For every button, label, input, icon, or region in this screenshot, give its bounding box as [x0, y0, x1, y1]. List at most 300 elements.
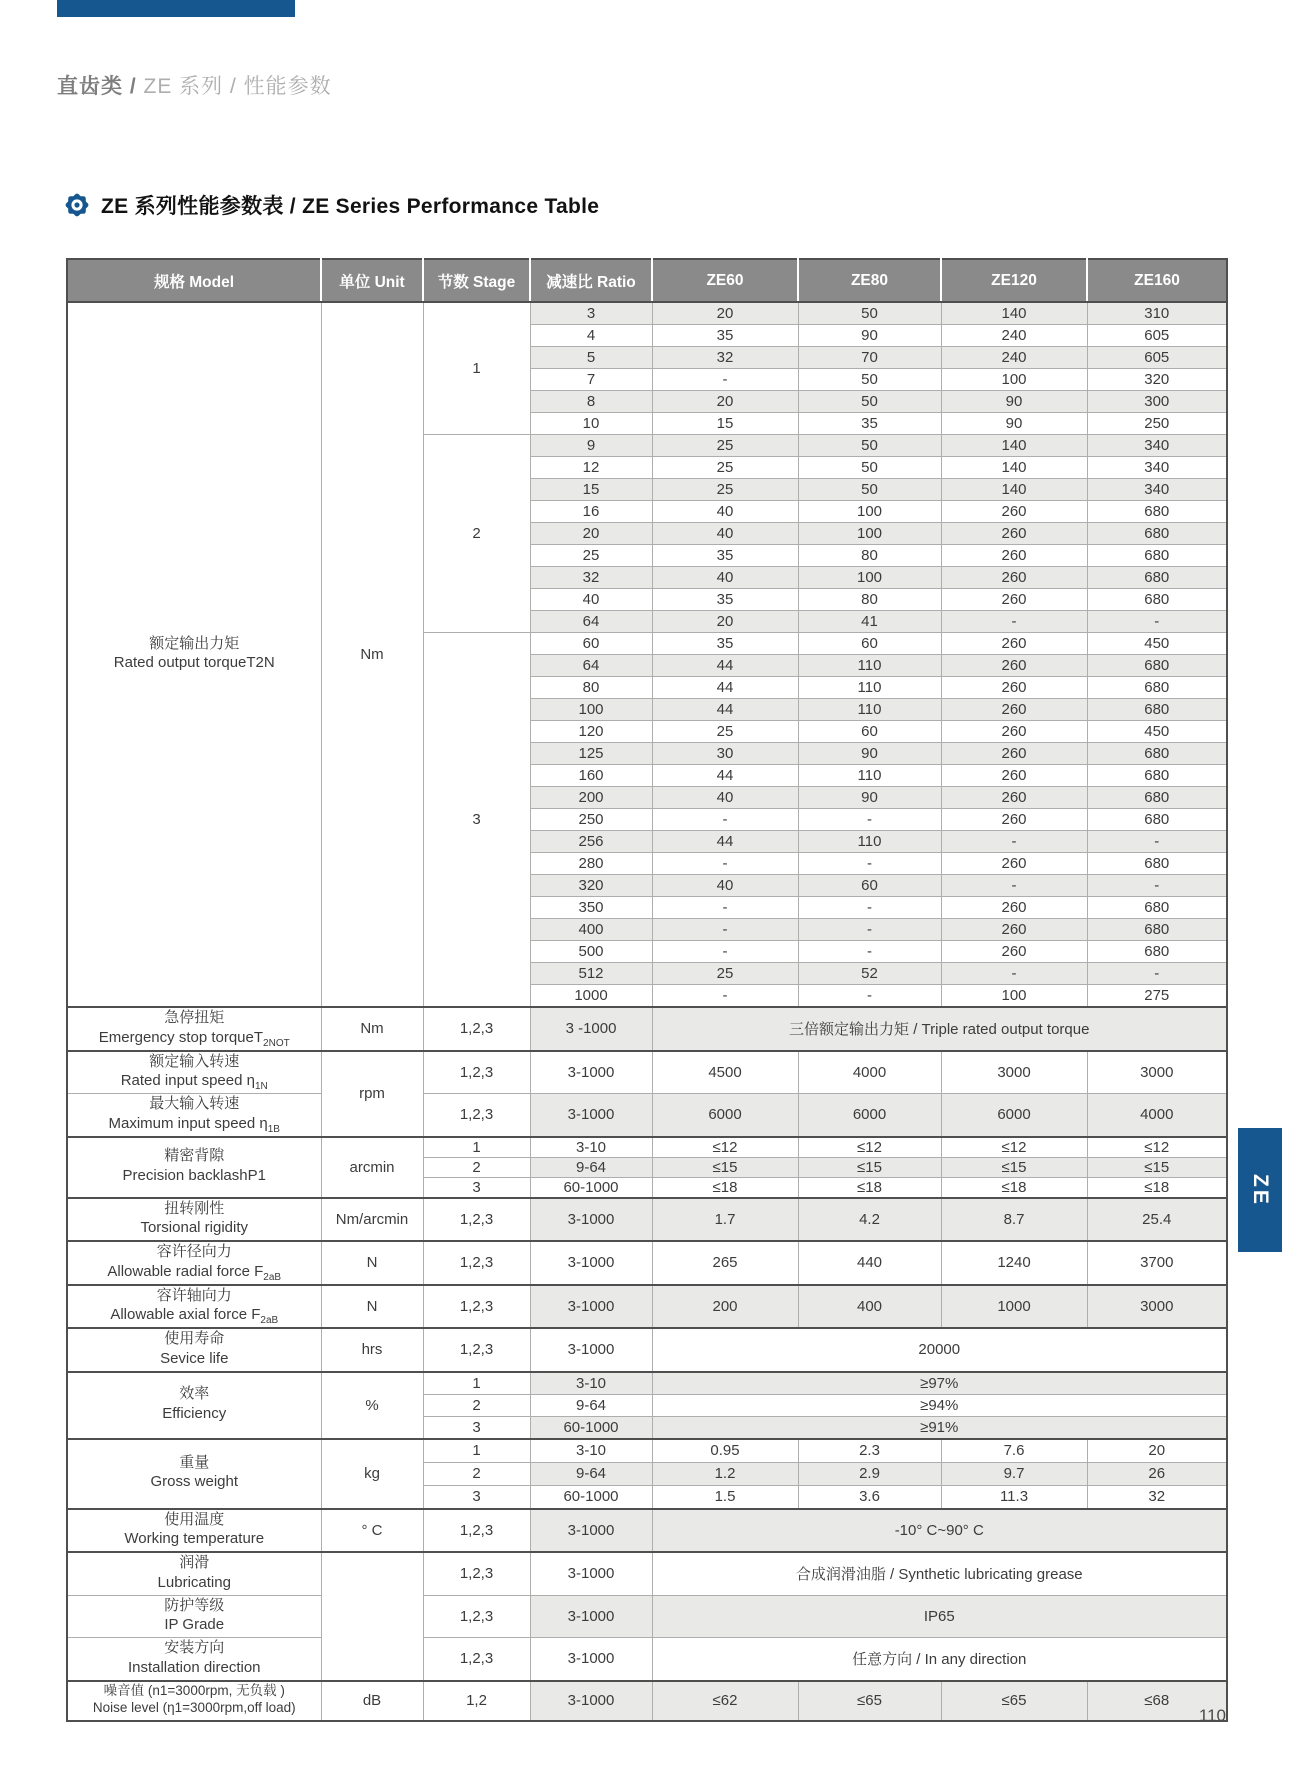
value-cell: 80: [798, 545, 941, 567]
table-row: [67, 1051, 1227, 1094]
table-row: [67, 1372, 1227, 1395]
ratio-cell: 60: [530, 633, 652, 655]
value-cell: 35: [798, 413, 941, 435]
model-label-subscript: 1N: [254, 1081, 268, 1092]
value-cell: 44: [652, 677, 798, 699]
value-cell: 680: [1087, 589, 1227, 611]
ratio-cell: 100: [530, 699, 652, 721]
stage-cell: 3: [423, 1485, 530, 1509]
unit-cell: Nm: [321, 302, 423, 1007]
stage-cell: 1,2,3: [423, 1509, 530, 1553]
value-cell: 680: [1087, 699, 1227, 721]
model-label-en: [68, 653, 321, 675]
value-cell: 3.6: [798, 1485, 941, 1509]
ratio-cell: 8: [530, 391, 652, 413]
value-cell: 44: [652, 699, 798, 721]
value-cell: 260: [941, 545, 1087, 567]
table-row: [67, 1439, 1227, 1463]
value-cell: 100: [798, 501, 941, 523]
stage-cell: 1,2,3: [423, 1007, 530, 1051]
value-cell: 680: [1087, 941, 1227, 963]
ratio-cell: 160: [530, 765, 652, 787]
value-cell: 100: [798, 523, 941, 545]
value-cell: 340: [1087, 457, 1227, 479]
value-cell: 6000: [652, 1094, 798, 1137]
stage-cell: 1,2,3: [423, 1198, 530, 1242]
value-cell: ≤12: [941, 1137, 1087, 1158]
value-cell: 44: [652, 655, 798, 677]
value-cell: 50: [798, 457, 941, 479]
value-cell: 260: [941, 897, 1087, 919]
value-cell: 50: [798, 391, 941, 413]
ratio-cell: 32: [530, 567, 652, 589]
stage-cell: 1: [423, 1137, 530, 1158]
value-cell: -: [652, 369, 798, 391]
ratio-cell: 40: [530, 589, 652, 611]
value-cell: 140: [941, 479, 1087, 501]
value-cell: -: [798, 985, 941, 1008]
column-header: ZE120: [941, 259, 1087, 302]
span-value-cell: IP65: [652, 1595, 1227, 1638]
value-cell: 2.9: [798, 1462, 941, 1485]
ratio-cell: 125: [530, 743, 652, 765]
value-cell: 680: [1087, 677, 1227, 699]
value-cell: 15: [652, 413, 798, 435]
value-cell: 680: [1087, 853, 1227, 875]
value-cell: 250: [1087, 413, 1227, 435]
stage-cell: 2: [423, 1157, 530, 1177]
value-cell: 260: [941, 523, 1087, 545]
value-cell: -: [652, 985, 798, 1008]
ratio-cell: 64: [530, 611, 652, 633]
model-label-cn: 精密背隙: [164, 1147, 225, 1165]
model-label-cell: [67, 1552, 321, 1595]
value-cell: 25: [652, 479, 798, 501]
stage-cell: 2: [423, 1394, 530, 1416]
ratio-cell: 3-1000: [530, 1094, 652, 1137]
value-cell: 41: [798, 611, 941, 633]
model-label-cn: 噪音值 (n1=3000rpm, 无负载 ): [103, 1682, 285, 1698]
ratio-cell: 350: [530, 897, 652, 919]
value-cell: 60: [798, 875, 941, 897]
value-cell: 260: [941, 677, 1087, 699]
model-label-en: [68, 1573, 321, 1595]
value-cell: 100: [798, 567, 941, 589]
model-label-cn: 容许轴向力: [156, 1286, 232, 1304]
value-cell: ≤62: [652, 1681, 798, 1721]
ratio-cell: 400: [530, 919, 652, 941]
ratio-cell: 3-1000: [530, 1638, 652, 1681]
model-label-en: [68, 1404, 321, 1426]
stage-cell: 1: [423, 302, 530, 435]
value-cell: 260: [941, 765, 1087, 787]
value-cell: 44: [652, 831, 798, 853]
model-label-en: [68, 1472, 321, 1494]
model-label-cell: [67, 302, 321, 1007]
value-cell: 260: [941, 655, 1087, 677]
ratio-cell: 500: [530, 941, 652, 963]
ratio-cell: 60-1000: [530, 1416, 652, 1439]
ratio-cell: 250: [530, 809, 652, 831]
value-cell: 680: [1087, 787, 1227, 809]
unit-cell: %: [321, 1372, 423, 1439]
model-label-cn: 安装方向: [164, 1639, 225, 1656]
value-cell: 140: [941, 457, 1087, 479]
ratio-cell: 3: [530, 302, 652, 325]
model-label-en: [68, 1615, 321, 1637]
column-header: ZE160: [1087, 259, 1227, 302]
stage-cell: 1,2,3: [423, 1552, 530, 1595]
model-label-en: [68, 1071, 321, 1093]
section-title-row: [64, 190, 599, 220]
value-cell: 140: [941, 302, 1087, 325]
value-cell: 240: [941, 325, 1087, 347]
model-label-en: [68, 1166, 321, 1188]
ratio-cell: 120: [530, 721, 652, 743]
model-label-en-text: Efficiency: [162, 1404, 227, 1422]
model-label-cn: 容许径向力: [156, 1243, 232, 1260]
unit-cell: kg: [321, 1439, 423, 1509]
ratio-cell: 16: [530, 501, 652, 523]
value-cell: 680: [1087, 743, 1227, 765]
value-cell: -: [941, 611, 1087, 633]
span-value-cell: ≥91%: [652, 1416, 1227, 1439]
ratio-cell: 9: [530, 435, 652, 457]
model-label-cell: [67, 1051, 321, 1094]
model-label-cell: [67, 1198, 321, 1242]
value-cell: 1.5: [652, 1485, 798, 1509]
value-cell: 25: [652, 457, 798, 479]
value-cell: ≤15: [941, 1157, 1087, 1177]
value-cell: 44: [652, 765, 798, 787]
model-label-en: [68, 1658, 321, 1680]
model-label-cn: 最大输入转速: [149, 1095, 240, 1112]
ratio-cell: 5: [530, 347, 652, 369]
ratio-cell: 3-1000: [530, 1681, 652, 1721]
span-value-cell: ≥97%: [652, 1372, 1227, 1395]
value-cell: 50: [798, 435, 941, 457]
stage-cell: 1,2,3: [423, 1638, 530, 1681]
value-cell: ≤15: [1087, 1157, 1227, 1177]
table-row: [67, 302, 1227, 325]
value-cell: 310: [1087, 302, 1227, 325]
ratio-cell: 200: [530, 787, 652, 809]
value-cell: ≤65: [941, 1681, 1087, 1721]
value-cell: ≤18: [652, 1177, 798, 1198]
model-label-en-text: Torsional rigidity: [140, 1219, 249, 1236]
unit-cell: ° C: [321, 1509, 423, 1553]
model-label-cn: 重量: [179, 1453, 210, 1471]
model-label-en-text: Allowable axial force F: [110, 1306, 261, 1323]
ratio-cell: 64: [530, 655, 652, 677]
page-number: 110: [1198, 1706, 1226, 1725]
ratio-cell: 20: [530, 523, 652, 545]
value-cell: 200: [652, 1285, 798, 1329]
unit-cell: hrs: [321, 1328, 423, 1372]
ratio-cell: 3-1000: [530, 1552, 652, 1595]
value-cell: -: [941, 831, 1087, 853]
model-label-cn: 润滑: [179, 1554, 210, 1571]
model-label-en-text: IP Grade: [164, 1616, 225, 1633]
value-cell: 440: [798, 1241, 941, 1285]
unit-cell: arcmin: [321, 1137, 423, 1198]
ratio-cell: 320: [530, 875, 652, 897]
stage-cell: 2: [423, 1462, 530, 1485]
value-cell: 260: [941, 809, 1087, 831]
table-row: [67, 1241, 1227, 1285]
column-header: 节数 Stage: [423, 259, 530, 302]
model-label-cn: 效率: [179, 1385, 210, 1403]
ratio-cell: 60-1000: [530, 1485, 652, 1509]
ratio-cell: 12: [530, 457, 652, 479]
unit-cell: N: [321, 1285, 423, 1329]
value-cell: 11.3: [941, 1485, 1087, 1509]
model-label-cell: [67, 1137, 321, 1198]
value-cell: 20: [652, 391, 798, 413]
value-cell: 110: [798, 831, 941, 853]
value-cell: 260: [941, 589, 1087, 611]
value-cell: ≤18: [1087, 1177, 1227, 1198]
value-cell: 20: [652, 611, 798, 633]
column-header: 减速比 Ratio: [530, 259, 652, 302]
value-cell: ≤68: [1087, 1681, 1227, 1721]
value-cell: 140: [941, 435, 1087, 457]
ze-side-tab: [1238, 1128, 1282, 1252]
model-label-subscript: 2NOT: [263, 1037, 290, 1049]
value-cell: 605: [1087, 325, 1227, 347]
model-label-en-text: Maximum input speed η: [108, 1114, 268, 1132]
value-cell: 40: [652, 875, 798, 897]
value-cell: -: [652, 897, 798, 919]
value-cell: 680: [1087, 545, 1227, 567]
value-cell: 60: [798, 721, 941, 743]
table-row: [67, 1595, 1227, 1638]
value-cell: 52: [798, 963, 941, 985]
value-cell: 320: [1087, 369, 1227, 391]
value-cell: ≤12: [798, 1137, 941, 1158]
span-value-cell: 20000: [652, 1328, 1227, 1372]
value-cell: 4000: [798, 1051, 941, 1094]
ratio-cell: 3-1000: [530, 1595, 652, 1638]
value-cell: ≤65: [798, 1681, 941, 1721]
value-cell: 70: [798, 347, 941, 369]
value-cell: 40: [652, 501, 798, 523]
model-label-cell: [67, 1285, 321, 1329]
value-cell: 3700: [1087, 1241, 1227, 1285]
model-label-en-text: Installation direction: [127, 1658, 261, 1676]
value-cell: -: [1087, 611, 1227, 633]
header-row: [67, 259, 1227, 302]
ratio-cell: 3-1000: [530, 1328, 652, 1372]
ratio-cell: 1000: [530, 985, 652, 1008]
model-label-cell: [67, 1509, 321, 1553]
model-label-cn: 扭转刚性: [164, 1199, 225, 1217]
value-cell: 100: [941, 369, 1087, 391]
value-cell: 260: [941, 721, 1087, 743]
model-label-en: [68, 1529, 321, 1551]
value-cell: 35: [652, 545, 798, 567]
value-cell: 1.7: [652, 1198, 798, 1242]
value-cell: 32: [1087, 1485, 1227, 1509]
ratio-cell: 3 -1000: [530, 1007, 652, 1051]
value-cell: 6000: [941, 1094, 1087, 1137]
value-cell: 260: [941, 941, 1087, 963]
ratio-cell: 3-1000: [530, 1051, 652, 1094]
value-cell: ≤12: [1087, 1137, 1227, 1158]
value-cell: 6000: [798, 1094, 941, 1137]
value-cell: 260: [941, 743, 1087, 765]
value-cell: 32: [652, 347, 798, 369]
stage-cell: 1,2,3: [423, 1241, 530, 1285]
value-cell: 110: [798, 677, 941, 699]
value-cell: 340: [1087, 479, 1227, 501]
model-label-en-text: Allowable radial force F: [107, 1262, 264, 1280]
model-label-en: [68, 1349, 321, 1371]
value-cell: -: [941, 875, 1087, 897]
value-cell: 35: [652, 633, 798, 655]
value-cell: 680: [1087, 897, 1227, 919]
value-cell: 450: [1087, 633, 1227, 655]
value-cell: 1.2: [652, 1462, 798, 1485]
page-title: ZE 系列性能参数表 / ZE Series Performance Table: [101, 195, 600, 218]
value-cell: 25.4: [1087, 1198, 1227, 1242]
stage-cell: 3: [423, 633, 530, 1008]
value-cell: 680: [1087, 567, 1227, 589]
column-header: ZE80: [798, 259, 941, 302]
model-label-cell: [67, 1638, 321, 1681]
model-label-cn: 额定输出力矩: [149, 634, 240, 652]
value-cell: 1240: [941, 1241, 1087, 1285]
value-cell: 680: [1087, 765, 1227, 787]
value-cell: 1000: [941, 1285, 1087, 1329]
ratio-cell: 256: [530, 831, 652, 853]
model-label-subscript: 2aB: [260, 1315, 279, 1326]
value-cell: 4.2: [798, 1198, 941, 1242]
ratio-cell: 4: [530, 325, 652, 347]
stage-cell: 3: [423, 1416, 530, 1439]
value-cell: -: [798, 809, 941, 831]
stage-cell: 1: [423, 1372, 530, 1395]
ratio-cell: 3-1000: [530, 1285, 652, 1329]
value-cell: 60: [798, 633, 941, 655]
model-label-en-text: Lubricating: [157, 1573, 231, 1591]
span-value-cell: ≥94%: [652, 1394, 1227, 1416]
column-header: 单位 Unit: [321, 259, 423, 302]
value-cell: 265: [652, 1241, 798, 1285]
value-cell: 275: [1087, 985, 1227, 1008]
stage-cell: 1,2: [423, 1681, 530, 1721]
table-row: [67, 1328, 1227, 1372]
model-label-en-text: Rated input speed η: [120, 1072, 255, 1089]
stage-cell: 2: [423, 435, 530, 633]
value-cell: -: [798, 853, 941, 875]
ratio-cell: 80: [530, 677, 652, 699]
model-label-en: [68, 1028, 321, 1050]
value-cell: 90: [798, 743, 941, 765]
value-cell: 240: [941, 347, 1087, 369]
model-label-en-text: Sevice life: [160, 1349, 229, 1367]
value-cell: 90: [941, 413, 1087, 435]
value-cell: 340: [1087, 435, 1227, 457]
value-cell: 260: [941, 699, 1087, 721]
value-cell: 30: [652, 743, 798, 765]
stage-cell: 1: [423, 1439, 530, 1463]
value-cell: 8.7: [941, 1198, 1087, 1242]
value-cell: -: [1087, 963, 1227, 985]
unit-cell: rpm: [321, 1051, 423, 1137]
value-cell: 680: [1087, 919, 1227, 941]
stage-cell: 1,2,3: [423, 1595, 530, 1638]
ratio-cell: 3-1000: [530, 1241, 652, 1285]
value-cell: 40: [652, 787, 798, 809]
stage-cell: 1,2,3: [423, 1051, 530, 1094]
ratio-cell: 25: [530, 545, 652, 567]
model-label-en: [68, 1305, 321, 1327]
table-row: [67, 1198, 1227, 1242]
value-cell: 35: [652, 589, 798, 611]
ratio-cell: 3-1000: [530, 1509, 652, 1553]
value-cell: 100: [941, 985, 1087, 1008]
value-cell: -: [1087, 831, 1227, 853]
ratio-cell: 10: [530, 413, 652, 435]
stage-cell: 1,2,3: [423, 1328, 530, 1372]
value-cell: 110: [798, 765, 941, 787]
unit-cell: [321, 1552, 423, 1681]
unit-cell: Nm/arcmin: [321, 1198, 423, 1242]
value-cell: 9.7: [941, 1462, 1087, 1485]
gear-icon: [64, 192, 90, 218]
value-cell: -: [941, 963, 1087, 985]
value-cell: 605: [1087, 347, 1227, 369]
value-cell: 300: [1087, 391, 1227, 413]
value-cell: 90: [941, 391, 1087, 413]
value-cell: 90: [798, 787, 941, 809]
table-row: [67, 1681, 1227, 1721]
model-label-en-text: Gross weight: [150, 1473, 239, 1491]
value-cell: -: [798, 941, 941, 963]
value-cell: ≤12: [652, 1137, 798, 1158]
value-cell: 80: [798, 589, 941, 611]
table-row: [67, 1638, 1227, 1681]
span-value-cell: -10° C~90° C: [652, 1509, 1227, 1553]
value-cell: 4000: [1087, 1094, 1227, 1137]
table-row: [67, 1285, 1227, 1329]
unit-cell: N: [321, 1241, 423, 1285]
model-label-cell: [67, 1439, 321, 1509]
value-cell: 90: [798, 325, 941, 347]
ratio-cell: 9-64: [530, 1157, 652, 1177]
value-cell: -: [652, 853, 798, 875]
value-cell: 3000: [1087, 1051, 1227, 1094]
model-label-cn: 使用寿命: [164, 1330, 225, 1347]
model-label-en-text: Rated output torqueT2N: [113, 654, 275, 672]
table-row: [67, 1137, 1227, 1158]
value-cell: 260: [941, 633, 1087, 655]
ratio-cell: 3-10: [530, 1137, 652, 1158]
ratio-cell: 3-10: [530, 1439, 652, 1463]
span-value-cell: 三倍额定输出力矩 / Triple rated output torque: [652, 1007, 1227, 1051]
model-label-en-text: Noise level (η1=3000rpm,off load): [92, 1700, 296, 1716]
value-cell: 680: [1087, 655, 1227, 677]
model-label-cell: [67, 1595, 321, 1638]
model-label-cell: [67, 1094, 321, 1137]
value-cell: -: [652, 941, 798, 963]
ratio-cell: 9-64: [530, 1462, 652, 1485]
value-cell: 260: [941, 919, 1087, 941]
value-cell: 50: [798, 479, 941, 501]
value-cell: 4500: [652, 1051, 798, 1094]
value-cell: 680: [1087, 809, 1227, 831]
